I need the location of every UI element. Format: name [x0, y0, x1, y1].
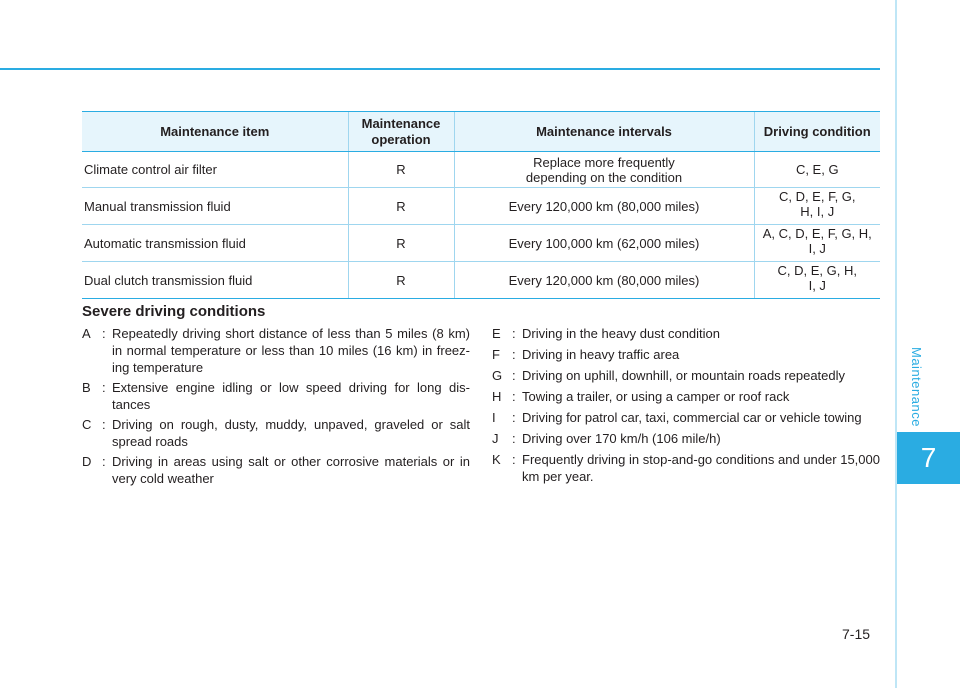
condition-text: Driving on uphill, downhill, or mountain roads repeatedly: [522, 368, 846, 383]
cell-item: Dual clutch transmission fluid: [82, 262, 348, 299]
list-item: [492, 325, 880, 342]
condition-separator: :: [512, 410, 516, 425]
table-row: [82, 188, 880, 225]
condition-separator: :: [512, 326, 516, 341]
condition-text: Driving in heavy traffic area: [522, 347, 680, 362]
condition-separator: :: [512, 431, 516, 446]
header-maintenance-item: Maintenance item: [82, 112, 348, 152]
list-item: [82, 325, 470, 376]
condition-separator: :: [102, 454, 106, 469]
top-rule: [0, 68, 880, 70]
condition-separator: :: [102, 380, 106, 395]
cell-item: Automatic transmission fluid: [82, 225, 348, 262]
chapter-side-label: Maintenance: [909, 347, 924, 427]
condition-key: D: [82, 454, 92, 469]
table-header-row: [82, 112, 880, 152]
condition-text: Driving in the heavy dust condition: [522, 326, 721, 341]
condition-key: F: [492, 347, 500, 362]
cell-interval: Every 120,000 km (80,000 miles): [454, 188, 754, 225]
chapter-number-tab: 7: [897, 432, 960, 484]
cell-condition: A, C, D, E, F, G, H, I, J: [754, 225, 880, 262]
cell-interval: Every 100,000 km (62,000 miles): [454, 225, 754, 262]
condition-text: Driving on rough, dusty, muddy, unpaved, graveled or salt spread roads: [112, 417, 470, 449]
side-rule: [895, 0, 897, 688]
condition-text: Repeatedly driving short distance of less than 5 miles (8 km) in normal temperature or less than 10 miles (16 km) in freez-ing temperature: [112, 326, 470, 375]
condition-key: H: [492, 389, 502, 404]
cell-interval: Replace more frequently depending on the condition: [454, 152, 754, 188]
severe-conditions-left-column: [82, 325, 470, 490]
cell-operation: R: [348, 188, 454, 225]
condition-separator: :: [512, 389, 516, 404]
header-driving-condition: Driving condition: [754, 112, 880, 152]
maintenance-table: [82, 111, 880, 299]
condition-separator: :: [102, 417, 106, 432]
cell-condition: C, E, G: [754, 152, 880, 188]
condition-text: Towing a trailer, or using a camper or roof rack: [522, 389, 790, 404]
condition-key: I: [492, 410, 496, 425]
table-row: [82, 152, 880, 188]
condition-key: J: [492, 431, 499, 446]
list-item: [492, 451, 880, 485]
list-item: [492, 367, 880, 384]
condition-text: Driving over 170 km/h (106 mile/h): [522, 431, 721, 446]
list-item: [492, 430, 880, 447]
condition-key: C: [82, 417, 92, 432]
condition-text: Driving in areas using salt or other corrosive materials or in very cold weather: [112, 454, 470, 486]
condition-text: Extensive engine idling or low speed driving for long dis-tances: [112, 380, 470, 412]
condition-separator: :: [102, 326, 106, 341]
condition-key: E: [492, 326, 501, 341]
condition-separator: :: [512, 347, 516, 362]
condition-separator: :: [512, 452, 516, 467]
table-row: [82, 225, 880, 262]
cell-item: Climate control air filter: [82, 152, 348, 188]
severe-conditions-title: Severe driving conditions: [82, 303, 266, 320]
header-maintenance-operation: Maintenance operation: [348, 112, 454, 152]
list-item: [82, 379, 470, 413]
condition-key: K: [492, 452, 501, 467]
list-item: [492, 346, 880, 363]
cell-operation: R: [348, 225, 454, 262]
header-maintenance-intervals: Maintenance intervals: [454, 112, 754, 152]
list-item: [492, 388, 880, 405]
list-item: [82, 453, 470, 487]
cell-condition: C, D, E, G, H, I, J: [754, 262, 880, 299]
condition-key: A: [82, 326, 91, 341]
cell-operation: R: [348, 152, 454, 188]
condition-text: Frequently driving in stop-and-go conditions and under 15,000 km per year.: [522, 452, 880, 484]
condition-text: Driving for patrol car, taxi, commercial car or vehicle towing: [522, 410, 862, 425]
severe-conditions-right-column: [492, 325, 880, 489]
condition-key: B: [82, 380, 91, 395]
table-row: [82, 262, 880, 299]
list-item: [82, 416, 470, 450]
condition-key: G: [492, 368, 503, 383]
page-number: 7-15: [842, 626, 871, 642]
cell-operation: R: [348, 262, 454, 299]
cell-interval: Every 120,000 km (80,000 miles): [454, 262, 754, 299]
condition-separator: :: [512, 368, 516, 383]
list-item: [492, 409, 880, 426]
cell-condition: C, D, E, F, G, H, I, J: [754, 188, 880, 225]
cell-item: Manual transmission fluid: [82, 188, 348, 225]
